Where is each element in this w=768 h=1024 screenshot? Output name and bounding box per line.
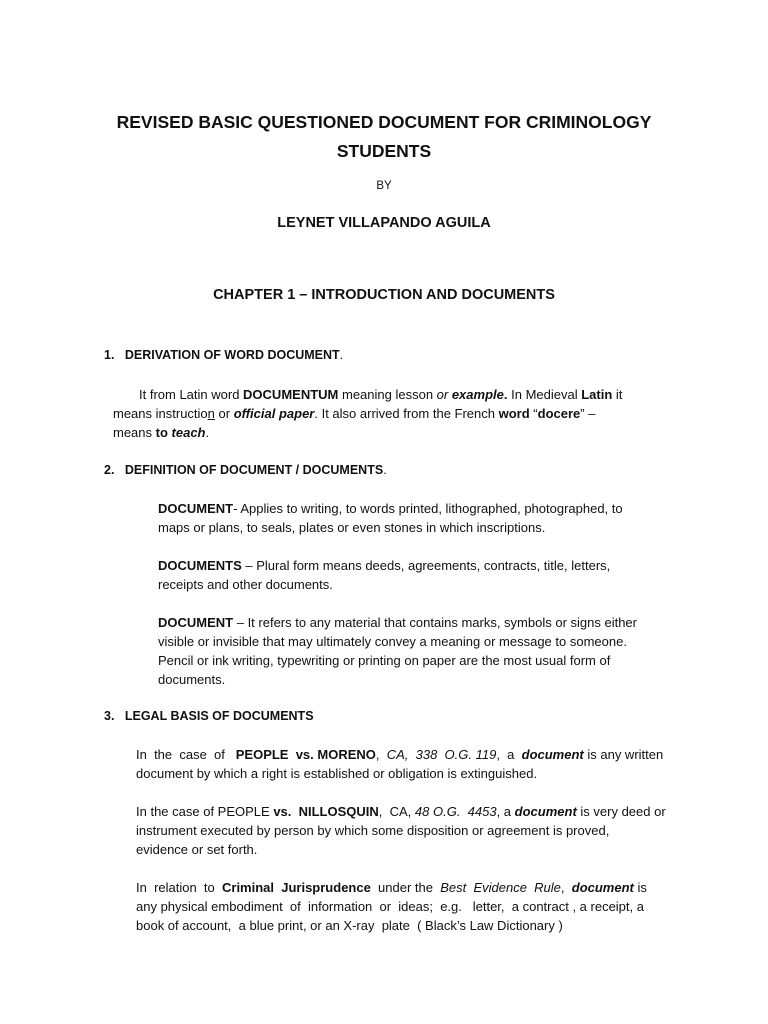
term: DOCUMENTS [158, 558, 242, 573]
line: any physical embodiment of information or ideas; e.g. letter, a contract , a receipt, a [136, 899, 644, 914]
chapter-heading: CHAPTER 1 – INTRODUCTION AND DOCUMENTS [213, 287, 555, 303]
document-title-line-2: STUDENTS [336, 141, 432, 161]
text: is [633, 880, 647, 895]
section-1-body [113, 385, 673, 442]
line [158, 499, 698, 518]
by-label: BY [376, 180, 392, 192]
line [113, 404, 673, 423]
text: - Applies to writing, to words printed, lithographed, photographed, to [233, 501, 623, 516]
section-2-heading [104, 463, 387, 477]
text: ” – [580, 406, 596, 421]
term-document: document [571, 880, 634, 895]
term-criminal-jurisprudence: Criminal Jurisprudence [222, 880, 371, 895]
section-number: 3. [104, 709, 115, 723]
line: evidence or set forth. [136, 842, 258, 857]
section-title: DERIVATION OF WORD DOCUMENT [124, 348, 340, 362]
text: , [375, 747, 387, 762]
line [113, 423, 673, 442]
section-title: DEFINITION OF DOCUMENT / DOCUMENTS [124, 463, 384, 477]
term-document: document [521, 747, 584, 762]
section-1-heading [104, 348, 343, 362]
legal-basis-moreno [136, 745, 696, 783]
term-best-evidence-rule: Best Evidence Rule [440, 880, 561, 895]
line [136, 878, 716, 897]
term-to: to [155, 425, 172, 440]
text: , [560, 880, 572, 895]
text: it [612, 387, 623, 402]
definition-document-1 [158, 499, 698, 537]
line: instrument executed by person by which some disposition or agreement is proved, [136, 823, 610, 838]
line [158, 613, 718, 632]
text: . [503, 387, 508, 402]
line: receipts and other documents. [158, 577, 333, 592]
definition-document-2 [158, 613, 718, 689]
text: meaning lesson [338, 387, 437, 402]
text: In the case of [136, 747, 236, 762]
citation: 48 O.G. 4453 [414, 804, 497, 819]
text: It from Latin word [139, 387, 244, 402]
text: – Plural form means deeds, agreements, contracts, title, letters, [241, 558, 611, 573]
author-name: LEYNET VILLAPANDO AGUILA [277, 215, 491, 231]
line: documents. [158, 672, 226, 687]
text: or [214, 406, 234, 421]
text: , a [496, 804, 515, 819]
text: In relation to [136, 880, 222, 895]
text: In Medieval [507, 387, 582, 402]
line [158, 556, 698, 575]
term-word: word [498, 406, 530, 421]
section-title: LEGAL BASIS OF DOCUMENTS [124, 709, 314, 723]
text: , CA, [378, 804, 415, 819]
line: maps or plans, to seals, plates or even stones in which inscriptions. [158, 520, 546, 535]
line [136, 745, 696, 764]
text: is very deed or [576, 804, 666, 819]
section-number: 2. [104, 463, 115, 477]
text: means [113, 425, 156, 440]
line: Pencil or ink writing, typewriting or printing on paper are the most usual form of [158, 653, 611, 668]
text: “ [529, 406, 538, 421]
text: is any written [583, 747, 664, 762]
definition-documents [158, 556, 698, 594]
line [136, 802, 696, 821]
legal-basis-best-evidence-rule [136, 878, 716, 935]
case-name: PEOPLE vs. MORENO [235, 747, 376, 762]
line: document by which a right is established or obligation is extinguished. [136, 766, 538, 781]
term: DOCUMENT [158, 615, 234, 630]
term-documentum: DOCUMENTUM [243, 387, 339, 402]
text: In the case of PEOPLE [136, 804, 274, 819]
section-title-suffix: . [383, 463, 387, 477]
line: book of account, a blue print, or an X-ray plate ( Black’s Law Dictionary ) [136, 918, 563, 933]
text: means instructio [113, 406, 208, 421]
text: . It also arrived from the French [314, 406, 499, 421]
term: DOCUMENT [158, 501, 234, 516]
section-title-suffix: . [339, 348, 344, 362]
text: – It refers to any material that contains marks, symbols or signs either [233, 615, 637, 630]
text: under the [370, 880, 441, 895]
case-name: vs. NILLOSQUIN [273, 804, 379, 819]
text: , a [496, 747, 522, 762]
legal-basis-nillosquin [136, 802, 696, 859]
term-latin: Latin [581, 387, 613, 402]
term-docere: docere [537, 406, 581, 421]
line: visible or invisible that may ultimately convey a meaning or message to someone. [158, 634, 627, 649]
text: n [207, 406, 215, 421]
term-official-paper: official paper [233, 406, 315, 421]
citation: CA, 338 O.G. 119 [386, 747, 497, 762]
term-example: example [451, 387, 504, 402]
text: or [436, 387, 452, 402]
section-number: 1. [104, 348, 115, 362]
term-document: document [514, 804, 577, 819]
section-3-heading [104, 709, 314, 723]
term-teach: teach [171, 425, 206, 440]
document-title-line-1: REVISED BASIC QUESTIONED DOCUMENT FOR CRIMINOLOGY [116, 112, 652, 132]
line [113, 385, 673, 404]
text: . [205, 425, 210, 440]
